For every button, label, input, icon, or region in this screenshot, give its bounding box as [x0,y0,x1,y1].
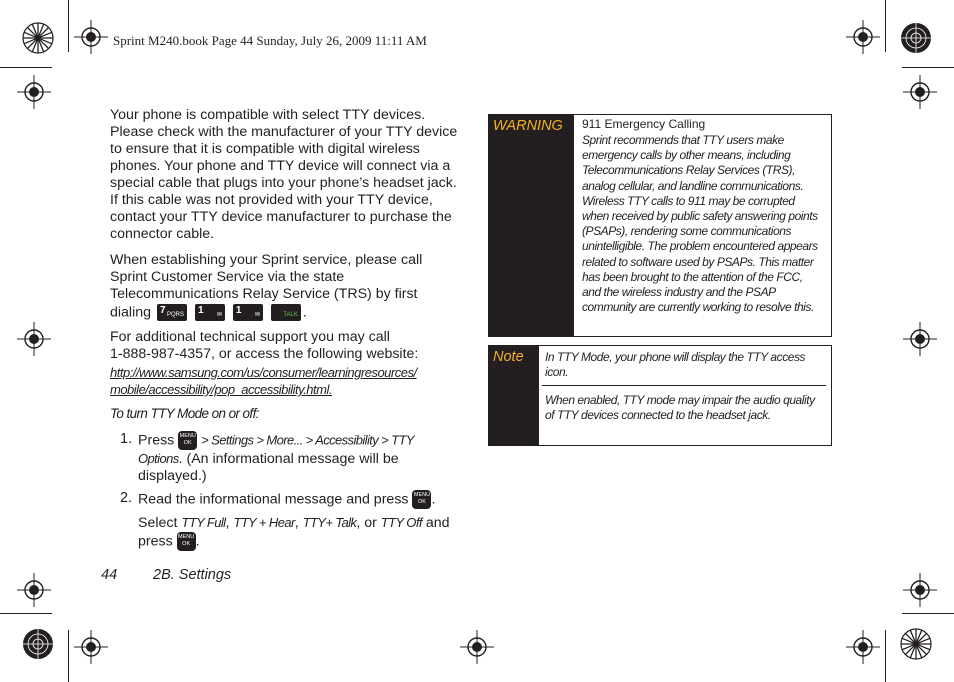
text-line: Sprint Customer Service via the state [110,269,345,285]
registration-mark-icon [903,322,937,356]
trim-line [68,630,69,682]
select-options-line: Select TTY Full, TTY + Hear, TTY+ Talk, or TTY Off and press MENU OK . [138,515,450,550]
running-head: Sprint M240.book Page 44 Sunday, July 26, 2009 11:11 AM [113,33,427,48]
starburst-target-icon [21,21,55,55]
procedure-title: To turn TTY Mode on or off: [110,406,259,421]
registration-mark-icon [460,630,494,664]
registration-mark-icon [17,322,51,356]
accessibility-link[interactable]: http://www.samsung.com/us/consumer/learningresources/ [110,365,417,380]
note-divider [542,385,826,386]
menu-ok-key-icon: MENU OK [177,532,196,551]
key-1-voicemail-icon: 1 ✉ [195,304,225,321]
menu-ok-key-icon: MENU OK [178,431,197,450]
starburst-target-icon [21,627,55,661]
warning-title: 911 Emergency Calling [582,117,706,131]
step-number: 2. [120,490,133,506]
body-text: Your phone is compatible with select TTY devices. Please check with the manufacturer of your TTY device to ensure that it is compatible with digital wireless phones. Your phone and TTY device will connect via a special cable that plugs into your phone’s headset jack. If this cable was not provided with your TTY device, contact your TTY device manufacturer to purchase the connector cable. [110,107,458,242]
dialing-label: dialing [110,304,152,321]
starburst-target-icon [899,627,933,661]
accessibility-link[interactable]: mobile/accessibility/pop_accessibility.html. [110,382,332,397]
key-1-voicemail-icon: 1 ✉ [233,304,263,321]
trim-line [0,67,52,68]
text-line: For additional technical support you may call [110,329,390,345]
text-line: 1-888-987-4357, or access the following website: [110,346,419,362]
trim-line [885,630,886,682]
registration-mark-icon [846,630,880,664]
text-line: When establishing your Sprint service, please call [110,252,423,268]
note-item: When enabled, TTY mode may impair the audio quality of TTY devices connected to the headset jack. [545,393,815,423]
registration-mark-icon [903,75,937,109]
warning-body: Sprint recommends that TTY users make emergency calls by other means, including Telecommunications Relay Services (TRS), analog cellular, and landline communications. Wireless TTY calls to 911 may be corrupted when received by public safety answering points (PSAPs), rendering some communications unintelligible. The problem encountered appears related to software used by PSAPs. This matter has been brought to the attention of the FCC, and the wireless industry and the PSAP community are currently working to resolve this. [582,133,818,315]
trim-line [902,613,954,614]
note-item: In TTY Mode, your phone will display the TTY access icon. [545,350,806,380]
step-2: Read the informational message and press MENU OK . [138,491,436,508]
registration-mark-icon [17,75,51,109]
registration-mark-icon [903,573,937,607]
menu-ok-key-icon: MENU OK [412,490,431,509]
warning-label: WARNING [493,118,563,134]
intro-paragraph [110,107,462,243]
trim-line [0,613,52,614]
text-line: Telecommunications Relay Service (TRS) by first [110,286,418,302]
trim-line [902,67,954,68]
note-label-column [489,346,539,445]
menu-path: > Settings > More... > Accessibility > TTY [201,432,414,448]
registration-mark-icon [17,573,51,607]
registration-mark-icon [74,630,108,664]
page-number: 44 [101,567,118,583]
registration-mark-icon [846,20,880,54]
step-number: 1. [120,431,133,447]
warning-box [488,114,832,337]
registration-mark-icon [74,20,108,54]
starburst-target-icon [899,21,933,55]
step-1: Press MENU OK > Settings > More... > Accessibility > TTY Options. (An informational message will be displayed.) [138,432,414,484]
support-paragraph [110,329,462,398]
dialing-line: dialing 7 PQRS 1 ✉ 1 ✉ TALK . [110,304,307,321]
warning-label-column [489,115,574,336]
talk-key-icon: TALK [271,304,301,321]
trim-line [68,0,69,52]
section-name: 2B. Settings [153,567,232,583]
note-label: Note [493,349,524,365]
note-box [488,345,832,446]
trs-paragraph [110,252,462,321]
key-7-pqrs-icon: 7 PQRS [157,304,187,321]
trim-line [885,0,886,52]
